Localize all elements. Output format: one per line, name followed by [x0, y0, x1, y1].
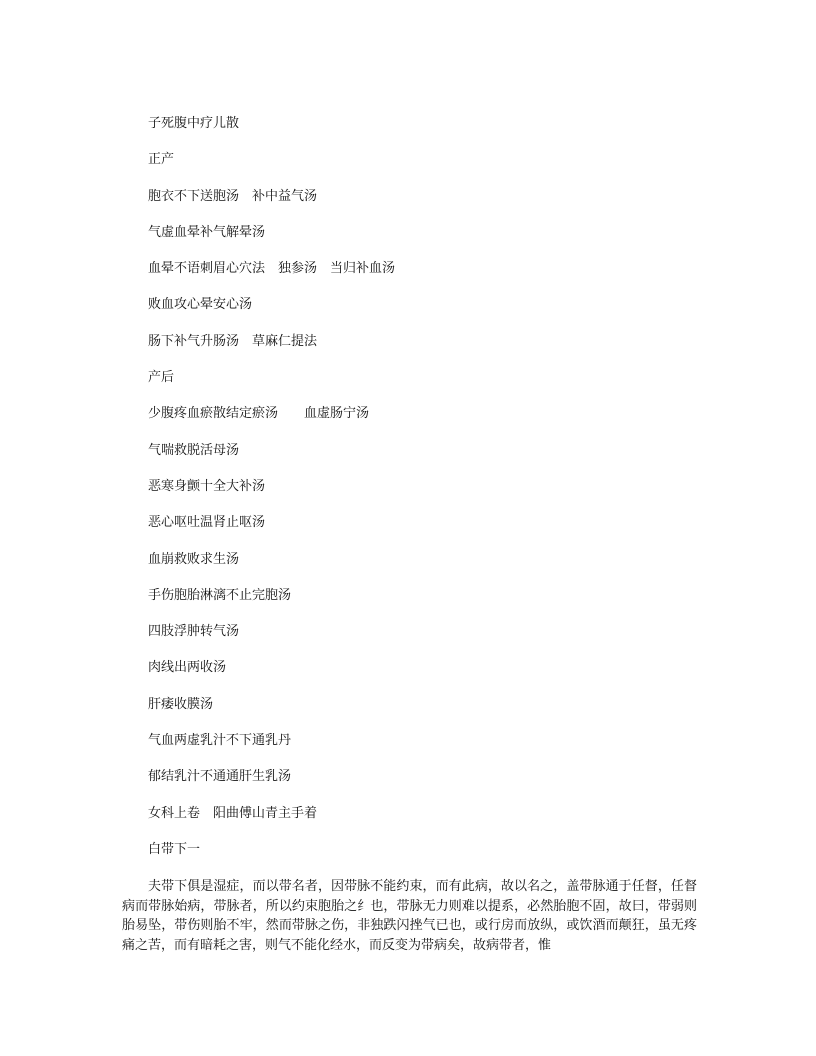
toc-entry: 败血攻心晕安心汤 [148, 297, 253, 313]
toc-entry: 郁结乳汁不通通肝生乳汤 [148, 769, 292, 785]
toc-entry: 四肢浮肿转气汤 [148, 624, 240, 640]
toc-entry: 产后 [148, 370, 175, 386]
chapter-heading: 白带下一 [148, 841, 201, 857]
section-heading: 女科上卷 阳曲傅山青主手着 [148, 805, 318, 821]
toc-entry: 气血两虚乳汁不下通乳丹 [148, 733, 292, 749]
toc-entry: 手伤胞胎淋漓不止完胞汤 [148, 587, 292, 603]
toc-entry: 血晕不语刺眉心穴法 独参汤 当归补血汤 [148, 261, 396, 277]
body-paragraph: 夫带下俱是湿症，而以带名者，因带脉不能约束，而有此病，故以名之，盖带脉通于任督，任督病而带脉始病，带脉者，所以约束胞胎之纟也，带脉无力则难以提系，必然胎胞不固，故曰，带弱则胎易坠，带伤则胎不牢，然而带脉之伤，非独跌闪挫气已也，或行房而放纵，或饮酒而颠狂，虽无疼痛之苦，而有暗耗之害，则气不能化经水，而反变为带病矣，故病带者，惟 [122, 879, 697, 953]
toc-entry: 肉线出两收汤 [148, 660, 227, 676]
toc-entry: 气虚血晕补气解晕汤 [148, 224, 266, 240]
toc-entry: 正产 [148, 152, 175, 168]
table-of-contents [148, 115, 708, 877]
toc-entry: 血崩救败求生汤 [148, 551, 240, 567]
toc-entry: 恶寒身颤十全大补汤 [148, 478, 266, 494]
toc-entry: 胞衣不下送胞汤 补中益气汤 [148, 188, 318, 204]
toc-entry: 肝痿收膜汤 [148, 696, 214, 712]
toc-entry: 少腹疼血瘀散结定瘀汤 血虚肠宁汤 [148, 406, 370, 422]
toc-entry: 肠下补气升肠汤 草麻仁提法 [148, 333, 318, 349]
toc-entry: 子死腹中疗儿散 [148, 116, 240, 131]
toc-entry: 恶心呕吐温肾止呕汤 [148, 515, 266, 531]
toc-entry: 气喘救脱活母汤 [148, 442, 240, 458]
